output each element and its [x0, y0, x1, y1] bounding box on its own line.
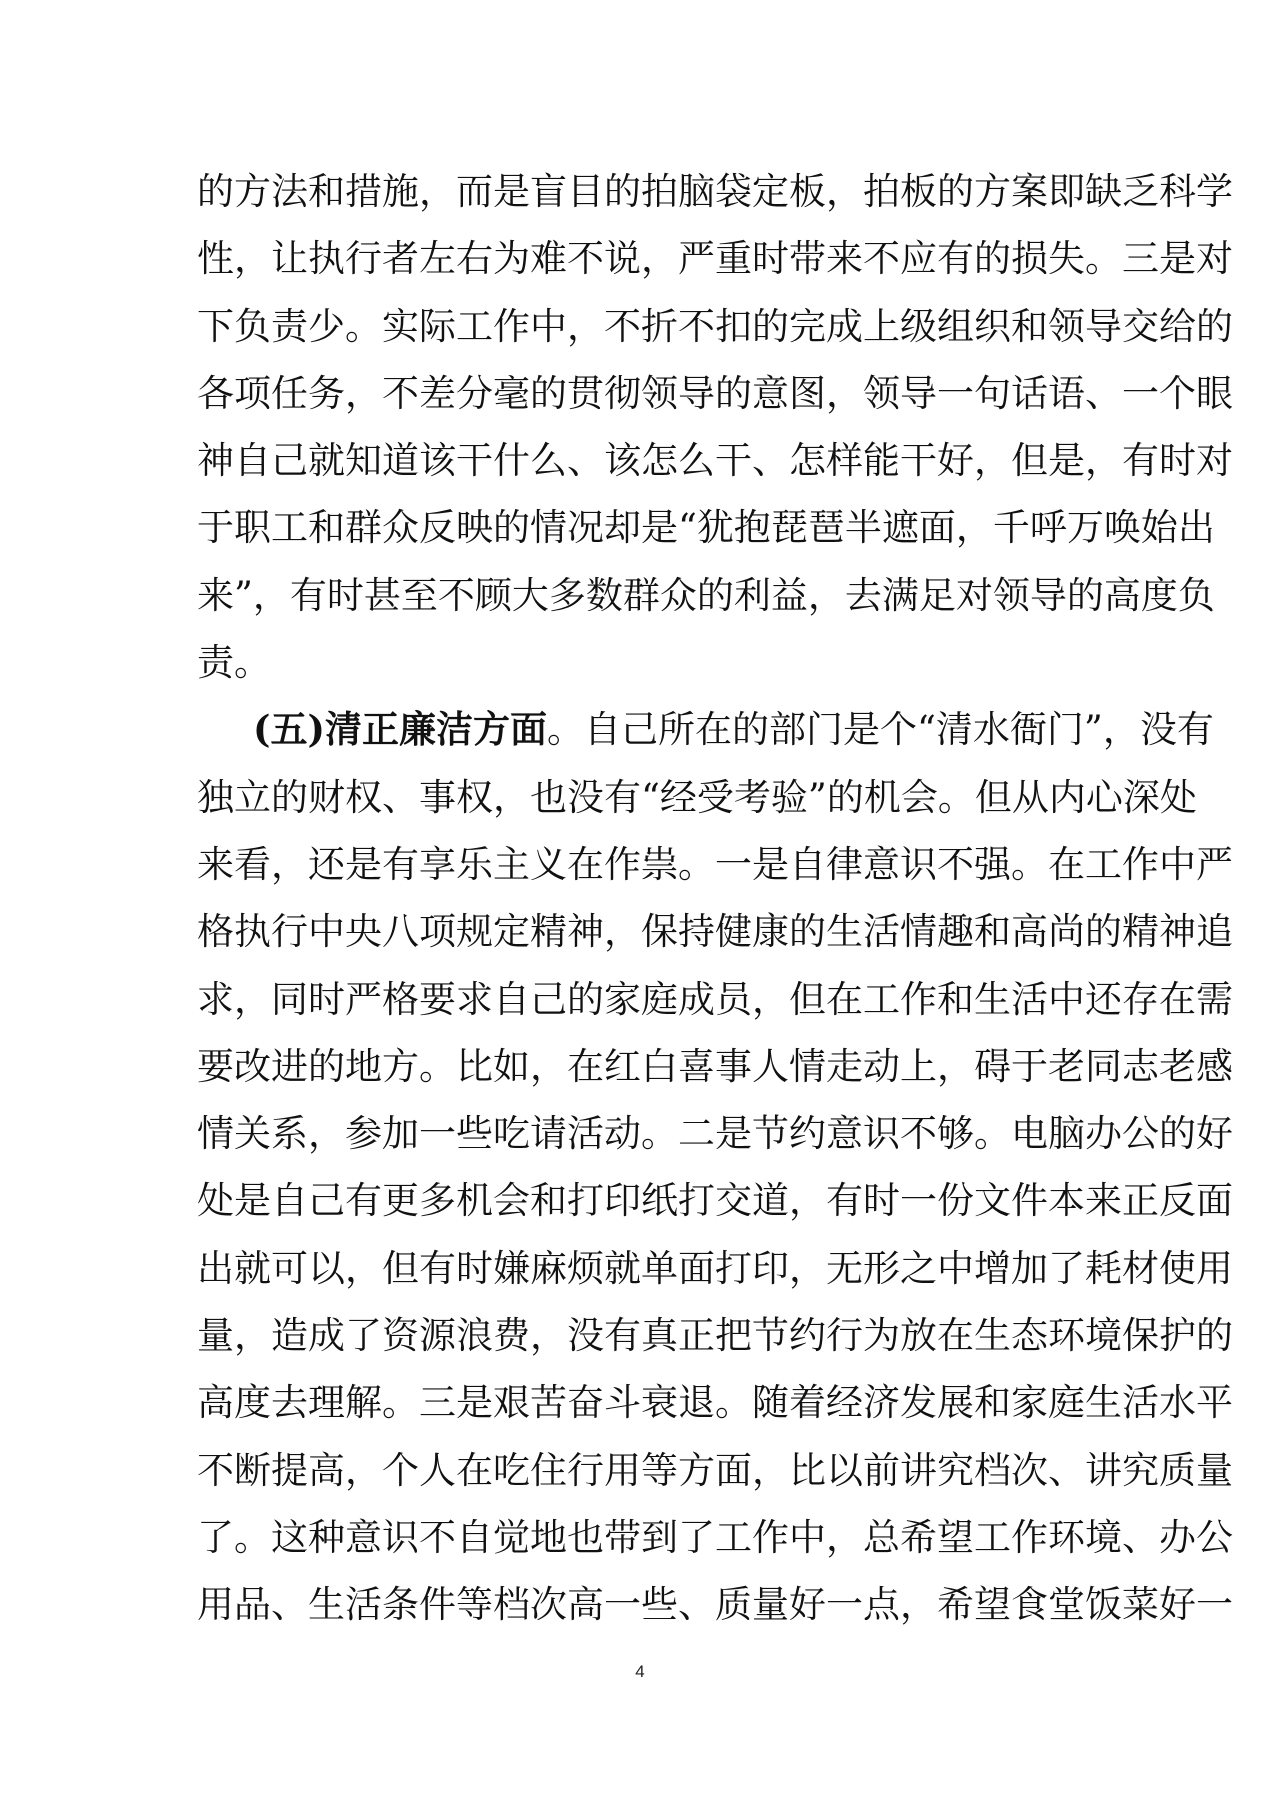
text-line: 于职工和群众反映的情况却是“犹抱琵琶半遮面，千呼万唤始出: [197, 506, 1215, 550]
text-line: 神自己就知道该干什么、该怎么干、怎样能干好，但是，有时对: [197, 439, 1233, 483]
text-line: 来看，还是有享乐主义在作祟。一是自律意识不强。在工作中严: [197, 842, 1233, 886]
paragraph-integrity: [197, 696, 1233, 1638]
text-line: 的方法和措施，而是盲目的拍脑袋定板，拍板的方案即缺乏科学: [197, 170, 1233, 213]
text-line: 求，同时严格要求自己的家庭成员，但在工作和生活中还存在需: [197, 977, 1233, 1021]
text-line: 独立的财权、事权，也没有“经受考验”的机会。但从内心深处: [197, 775, 1197, 819]
text-line: 处是自己有更多机会和打印纸打交道，有时一份文件本来正反面: [197, 1179, 1233, 1223]
text-line: 量，造成了资源浪费，没有真正把节约行为放在生态环境保护的: [197, 1314, 1233, 1358]
text-line: 情关系，参加一些吃请活动。二是节约意识不够。电脑办公的好: [197, 1112, 1233, 1156]
paragraph-continuation: [197, 158, 1233, 696]
text-line: 责。: [197, 641, 271, 685]
paragraph-first-line: [197, 696, 1214, 763]
text-line: 下负责少。实际工作中，不折不扣的完成上级组织和领导交给的: [197, 304, 1233, 348]
paragraph-text: 。自己所在的部门是个“清水衙门”，没有: [547, 708, 1214, 752]
section-heading: (五)清正廉洁方面: [253, 707, 548, 752]
text-line: 不断提高，个人在吃住行用等方面，比以前讲究档次、讲究质量: [197, 1448, 1233, 1492]
text-line: 要改进的地方。比如，在红白喜事人情走动上，碍于老同志老感: [197, 1044, 1233, 1088]
text-line: 出就可以，但有时嫌麻烦就单面打印，无形之中增加了耗材使用: [197, 1246, 1233, 1290]
text-line: 性，让执行者左右为难不说，严重时带来不应有的损失。三是对: [197, 237, 1233, 281]
text-line: 来”，有时甚至不顾大多数群众的利益，去满足对领导的高度负: [197, 573, 1215, 617]
text-line: 高度去理解。三是艰苦奋斗衰退。随着经济发展和家庭生活水平: [197, 1381, 1233, 1425]
body-text: [197, 158, 1233, 1639]
page-number: 4: [635, 1662, 645, 1681]
text-line: 各项任务，不差分毫的贯彻领导的意图，领导一句话语、一个眼: [197, 371, 1233, 415]
text-line: 了。这种意识不自觉地也带到了工作中，总希望工作环境、办公: [197, 1515, 1233, 1559]
text-line: 用品、生活条件等档次高一些、质量好一点，希望食堂饭菜好一: [197, 1583, 1233, 1627]
text-line: 格执行中央八项规定精神，保持健康的生活情趣和高尚的精神追: [197, 910, 1233, 954]
